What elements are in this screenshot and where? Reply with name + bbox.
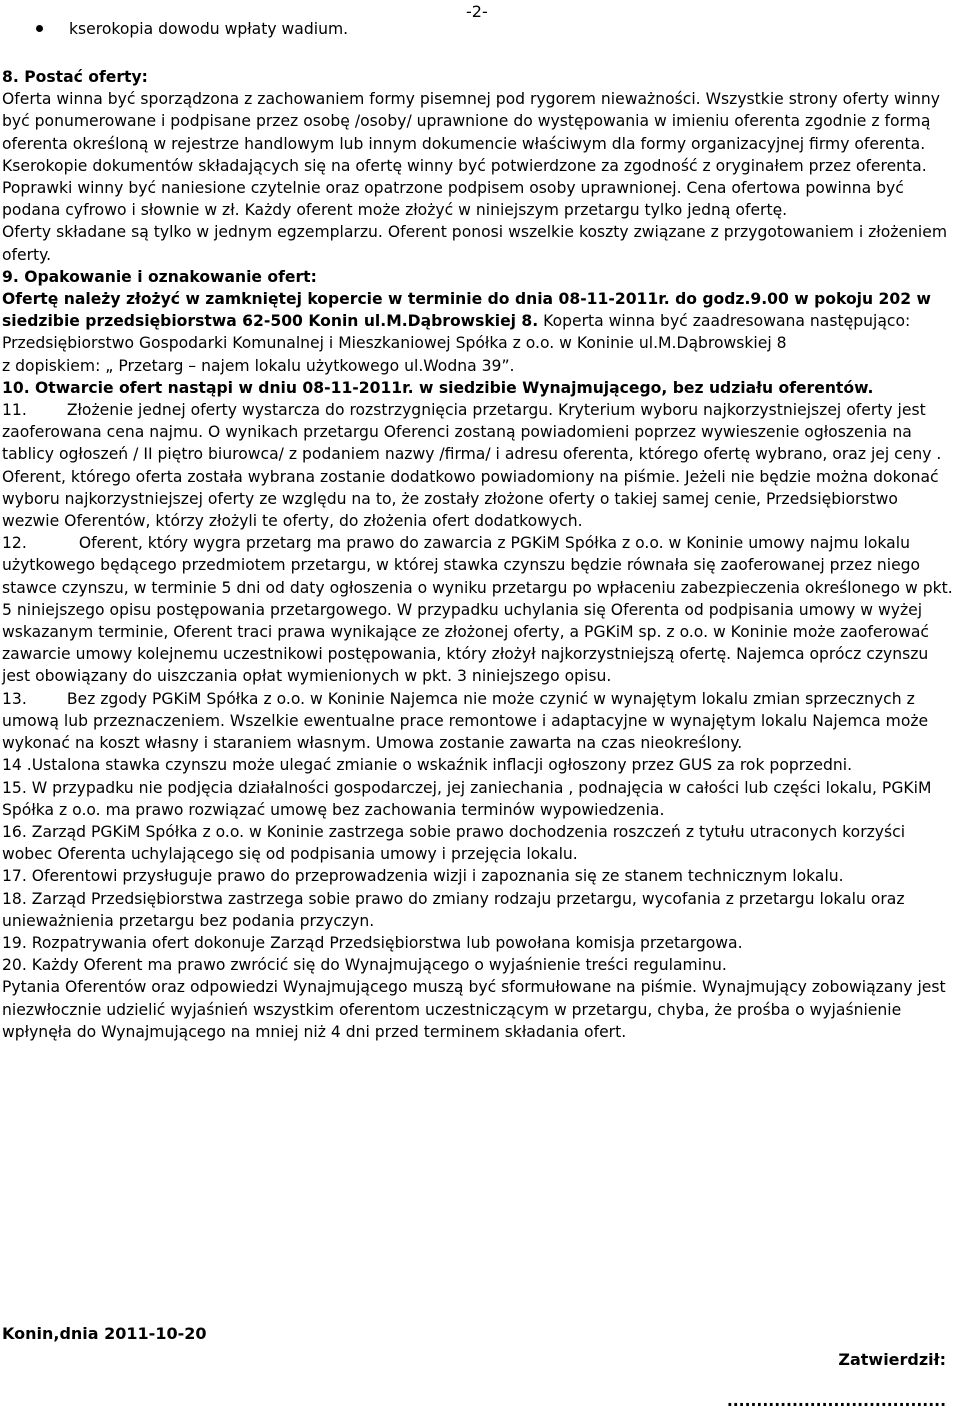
approved-label: Zatwierdził: [838,1350,946,1369]
section-11-text: Złożenie jednej oferty wystarcza do rozstrzygnięcia przetargu. Kryterium wyboru najkorzystniejszej oferty jest zaoferowana cena najmu. O wynikach przetargu Oferenci zostaną powiadomieni poprzez wywieszenie ogłoszenia na tablicy ogłoszeń / II piętro biurowca/ z podaniem nazwy /firma/ i adresu oferenta, którego ofertę wybrano, oraz jej ceny . Oferent, którego oferta została wybrana zostanie dodatkowo powiadomiony na piśmie. Jeżeli nie będzie można dokonać wyboru najkorzystniejszej oferty ze względu na to, że zostały złożone oferty o takiej samej cenie, Przedsiębiorstwo wezwie Oferentów, którzy złożyli te oferty, do złożenia ofert dodatkowych. [2,401,942,531]
section-11-number: 11. [2,401,27,420]
closing-paragraph: Pytania Oferentów oraz odpowiedzi Wynajmującego muszą być sformułowane na piśmie. Wynajmujący zobowiązany jest niezwłocznie udzielić wyjaśnień wszystkim oferentom uczestniczącym w przetargu, chyba, że prośba o wyjaśnienie wpłynęła do Wynajmującego na mniej niż 4 dni przed terminem składania ofert. [2,978,946,1041]
section-12 [2,532,957,687]
document-body [2,66,957,1043]
section-20: 20. Każdy Oferent ma prawo zwrócić się do Wynajmującego o wyjaśnienie treści regulaminu. [2,956,727,975]
page-number: -2- [466,2,488,21]
section-10: 10. Otwarcie ofert nastąpi w dniu 08-11-2011r. w siedzibie Wynajmującego, bez udziału oferentów. [2,378,874,397]
bullet-icon [36,25,43,32]
section-8-paragraph-2: Kserokopie dokumentów składających się na ofertę winny być potwierdzone za zgodność z oryginałem przez oferenta. Poprawki winny być naniesione czytelnie oraz opatrzone podpisem osoby uprawnionej. Cena ofertowa powinna być podana cyfrowo i słownie w zł. Każdy oferent może złożyć w niniejszym przetargu tylko jedną ofertę. [2,156,927,220]
section-9-deadline: Ofertę należy złożyć w zamkniętej kopercie w terminie do dnia 08-11-2011r. do godz.9.00 w pokoju 202 w siedzibie przedsiębiorstwa 62-500 Konin ul.M.Dąbrowskiej 8. [2,290,931,331]
section-18: 18. Zarząd Przedsiębiorstwa zastrzega sobie prawo do zmiany rodzaju przetargu, wycofania z przetargu lokalu oraz unieważnienia przetargu bez podania przyczyn. [2,889,905,930]
section-19: 19. Rozpatrywania ofert dokonuje Zarząd Przedsiębiorstwa lub powołana komisja przetargowa. [2,933,743,952]
section-16: 16. Zarząd PGKiM Spółka z o.o. w Koninie zastrzega sobie prawo dochodzenia roszczeń z tytułu utraconych korzyści wobec Oferenta uchylającego się od podpisania umowy i przejęcia lokalu. [2,822,906,864]
section-8-heading: 8. Postać oferty: [2,68,148,86]
section-9-annotation: z dopiskiem: „ Przetarg – najem lokalu użytkowego ul.Wodna 39”. [2,356,515,375]
section-9-envelope-note: Koperta winna być zaadresowana następująco: [538,312,911,331]
place-and-date: Konin,dnia 2011-10-20 [2,1324,207,1343]
section-8-paragraph-3: Oferty składane są tylko w jednym egzemplarzu. Oferent ponosi wszelkie koszty związane z przygotowaniem i złożeniem oferty. [2,223,948,264]
section-8-paragraph-1: Oferta winna być sporządzona z zachowaniem formy pisemnej pod rygorem nieważności. Wszystkie strony oferty winny być ponumerowane i podpisane przez osobę /osoby/ uprawnione do występowania w imieniu oferenta zgodnie z formą oferenta określoną w rejestrze handlowym lub innym dokumencie właściwym dla formy organizacyjnej firmy oferenta. [2,90,941,153]
bullet-item [36,20,348,38]
section-14: 14 .Ustalona stawka czynszu może ulegać zmianie o wskaźnik inflacji ogłoszony przez GUS za rok poprzedni. [2,756,853,775]
section-9-paragraph [2,288,957,332]
section-13 [2,688,957,755]
section-13-number: 13. [2,689,27,708]
section-9-heading: 9. Opakowanie i oznakowanie ofert: [2,267,317,286]
bullet-item-text: kserokopia dowodu wpłaty wadium. [69,20,349,38]
section-9-address: Przedsiębiorstwo Gospodarki Komunalnej i Mieszkaniowej Spółka z o.o. w Koninie ul.M.Dąbrowskiej 8 [2,334,787,353]
section-17: 17. Oferentowi przysługuje prawo do przeprowadzenia wizji i zapoznania się ze stanem technicznym lokalu. [2,867,844,886]
section-12-number: 12. [2,534,27,553]
section-13-text: Bez zgody PGKiM Spółka z o.o. w Koninie Najemca nie może czynić w wynajętym lokalu zmian sprzecznych z umową lub przeznaczeniem. Wszelkie ewentualne prace remontowe i adaptacyjne w wynajętym lokalu Najemca może wykonać na koszt własny i staraniem własnym. Umowa zostanie zawarta na czas nieokreślony. [2,689,929,753]
section-15: 15. W przypadku nie podjęcia działalności gospodarczej, jej zaniechania , podnajęcia w całości lub części lokalu, PGKiM Spółka z o.o. ma prawo rozwiązać umowę bez zachowania terminów wypowiedzenia. [2,778,932,819]
section-12-text: Oferent, który wygra przetarg ma prawo do zawarcia z PGKiM Spółka z o.o. w Koninie umowy najmu lokalu użytkowego będącego przedmiotem przetargu, w której stawka czynszu będzie równała się zaoferowanej przez niego stawce czynszu, w terminie 5 dni od daty ogłoszenia o wyniku przetargu po wpłaceniu zabezpieczenia określonego w pkt. 5 niniejszego opisu postępowania przetargowego. W przypadku uchylania się Oferenta od podpisania umowy w wyżej wskazanym terminie, Oferent traci prawa wynikające ze złożonej oferty, a PGKiM sp. z o.o. w Koninie może zaoferować zawarcie umowy kolejnemu uczestnikowi postępowania, który złożył najkorzystniejszą ofertę. Najemca oprócz czynszu jest obowiązany do uiszczania opłat wymienionych w pkt. 3 niniejszego opisu. [2,534,953,686]
signature-line: ..................................... [726,1392,946,1410]
section-11 [2,399,957,532]
